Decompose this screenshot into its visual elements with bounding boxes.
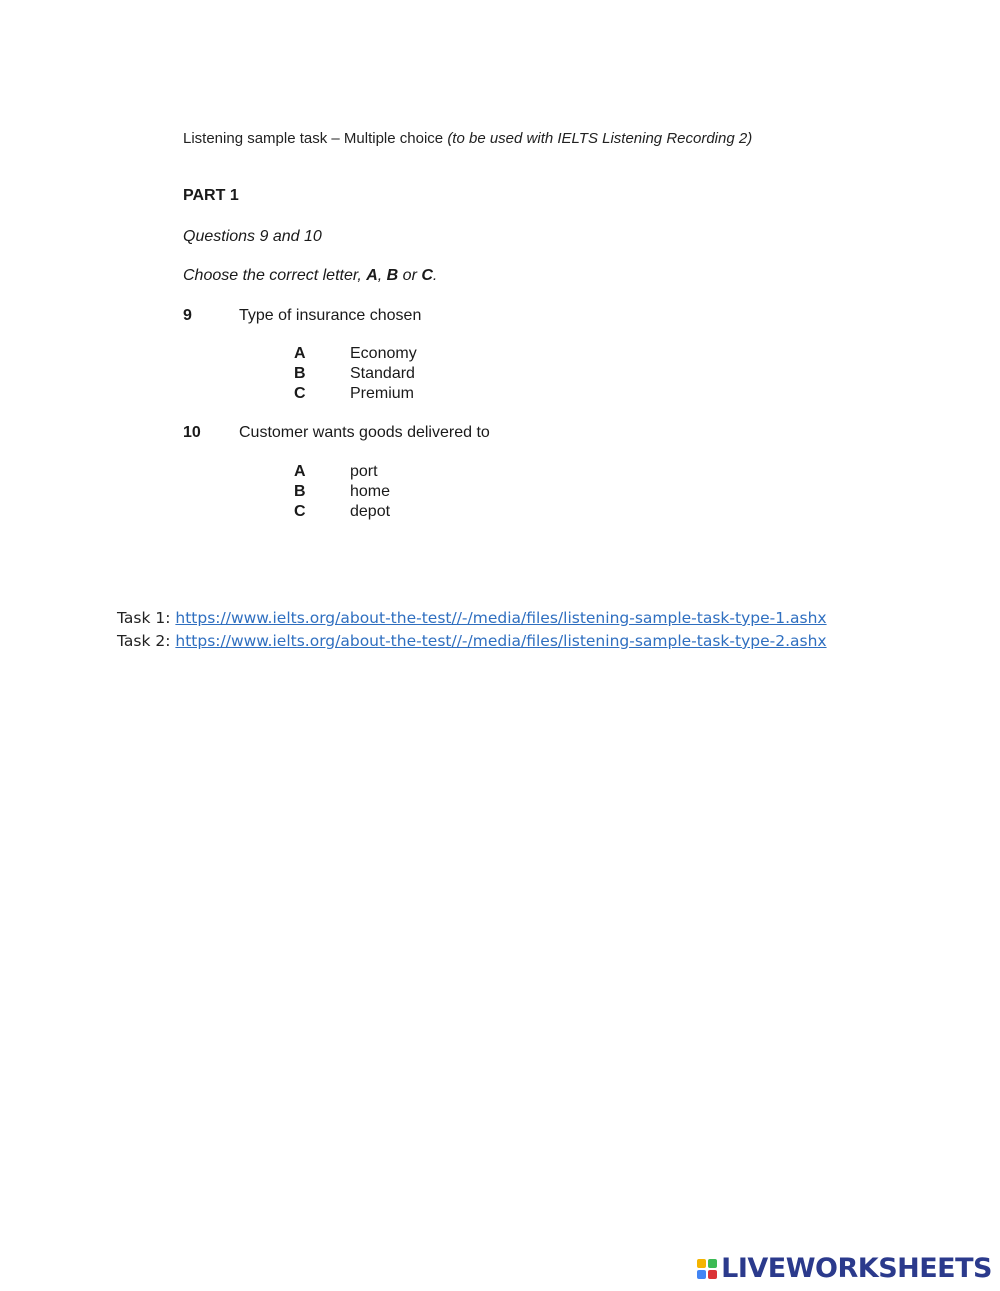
option-letter: A — [294, 463, 306, 480]
option-letter: B — [294, 483, 306, 500]
instruction-letter-c: C — [421, 267, 433, 284]
instruction-sep-2: or — [398, 267, 422, 284]
logo-square-l — [697, 1259, 706, 1268]
logo-square-e — [708, 1270, 717, 1279]
task-1-link-line — [117, 609, 827, 627]
task-1-link[interactable]: https://www.ielts.org/about-the-test//-/media/files/listening-sample-task-type-1.ashx — [175, 609, 827, 627]
option-letter: A — [294, 345, 306, 362]
question-text: Customer wants goods delivered to — [239, 424, 490, 441]
worksheet-header — [183, 130, 752, 147]
instruction-prefix: Choose the correct letter, — [183, 267, 367, 284]
question-text: Type of insurance chosen — [239, 307, 422, 324]
instruction-sep-1: , — [377, 267, 387, 284]
option-text: home — [350, 483, 391, 500]
option-text: Premium — [350, 385, 415, 402]
option-letter: C — [294, 503, 306, 520]
instruction-suffix: . — [432, 267, 438, 284]
logo-square-i — [708, 1259, 717, 1268]
task-2-label: Task 2: — [117, 632, 176, 650]
liveworksheets-brand — [697, 1253, 992, 1284]
option-text: Standard — [350, 365, 415, 382]
instruction-letter-b: B — [386, 267, 399, 284]
instruction — [183, 267, 437, 285]
liveworksheets-logo-icon — [697, 1259, 717, 1279]
questions-range: Questions 9 and 10 — [183, 228, 322, 245]
part-title: PART 1 — [183, 187, 239, 204]
task-2-link[interactable]: https://www.ielts.org/about-the-test//-/media/files/listening-sample-task-type-2.ashx — [175, 632, 827, 650]
logo-square-v — [697, 1270, 706, 1279]
task-1-label: Task 1: — [117, 609, 176, 627]
task-2-link-line — [117, 632, 827, 650]
header-italic-text: (to be used with IELTS Listening Recording 2) — [447, 130, 753, 147]
instruction-letter-a: A — [366, 267, 378, 284]
question-number: 10 — [183, 424, 201, 441]
option-text: depot — [350, 503, 391, 520]
option-text: port — [350, 463, 378, 480]
option-letter: C — [294, 385, 306, 402]
brand-name: LIVEWORKSHEETS — [721, 1253, 992, 1284]
option-letter: B — [294, 365, 306, 382]
header-text: Listening sample task – Multiple choice — [183, 130, 448, 147]
question-number: 9 — [183, 307, 192, 324]
option-text: Economy — [350, 345, 417, 362]
